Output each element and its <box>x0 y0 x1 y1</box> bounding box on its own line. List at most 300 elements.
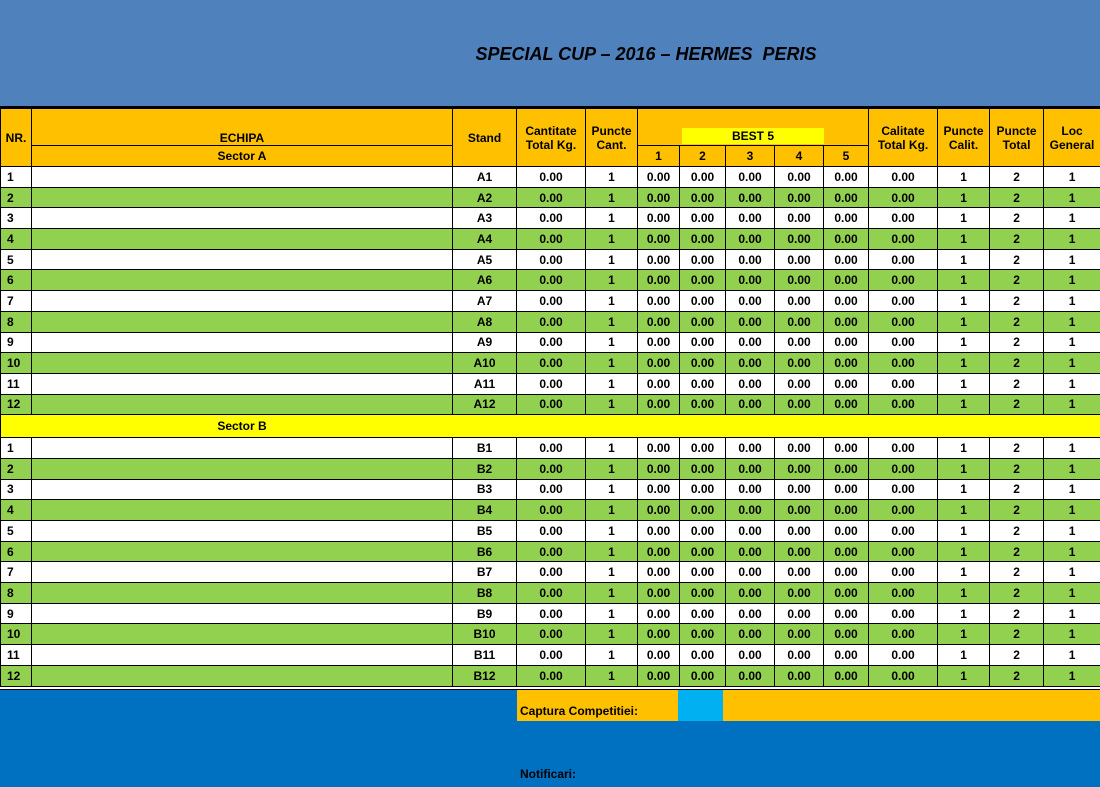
best2-cell: 0.00 <box>680 603 726 624</box>
puncte-calit-cell: 1 <box>938 438 990 459</box>
best2-cell: 0.00 <box>680 500 726 521</box>
best1-cell: 0.00 <box>638 438 680 459</box>
row-nr: 3 <box>1 479 32 500</box>
row-nr: 11 <box>1 645 32 666</box>
best4-cell: 0.00 <box>775 373 824 394</box>
stand-cell: A10 <box>453 353 517 374</box>
best4-cell: 0.00 <box>775 645 824 666</box>
team-name-cell[interactable] <box>32 562 453 583</box>
loc-general-cell: 1 <box>1044 208 1100 229</box>
best4-cell: 0.00 <box>775 311 824 332</box>
puncte-total-cell: 2 <box>990 229 1044 250</box>
col-header-puncte-total <box>990 109 1044 167</box>
best1-cell: 0.00 <box>638 479 680 500</box>
table-row <box>1 353 1100 374</box>
best2-cell: 0.00 <box>680 332 726 353</box>
col-header-puncte-cant <box>586 109 638 167</box>
cantitate-cell: 0.00 <box>517 438 586 459</box>
calitate-cell: 0.00 <box>869 208 938 229</box>
row-nr: 6 <box>1 541 32 562</box>
table-row <box>1 208 1100 229</box>
puncte-cant-cell: 1 <box>586 438 638 459</box>
best4-cell: 0.00 <box>775 458 824 479</box>
best5-cell: 0.00 <box>824 500 869 521</box>
puncte-total-cell: 2 <box>990 500 1044 521</box>
puncte-calit-cell: 1 <box>938 229 990 250</box>
row-nr: 9 <box>1 332 32 353</box>
notificari-area[interactable] <box>517 721 1100 787</box>
cantitate-cell: 0.00 <box>517 562 586 583</box>
best-col-4: 4 <box>775 146 824 167</box>
best4-cell: 0.00 <box>775 624 824 645</box>
col-header-puncte-total-line2: Total <box>1002 137 1031 152</box>
best-col-2: 2 <box>680 146 726 167</box>
best3-cell: 0.00 <box>726 541 775 562</box>
table-row <box>1 500 1100 521</box>
calitate-cell: 0.00 <box>869 562 938 583</box>
footer-panel <box>0 689 1100 787</box>
puncte-total-cell: 2 <box>990 665 1044 686</box>
best1-cell: 0.00 <box>638 624 680 645</box>
puncte-total-cell: 2 <box>990 291 1044 312</box>
calitate-cell: 0.00 <box>869 645 938 666</box>
best3-cell: 0.00 <box>726 583 775 604</box>
best5-cell: 0.00 <box>824 187 869 208</box>
loc-general-cell: 1 <box>1044 645 1100 666</box>
row-nr: 7 <box>1 562 32 583</box>
loc-general-cell: 1 <box>1044 521 1100 542</box>
footer-left-block <box>0 689 517 787</box>
best4-cell: 0.00 <box>775 353 824 374</box>
puncte-total-cell: 2 <box>990 208 1044 229</box>
team-name-cell[interactable] <box>32 291 453 312</box>
best4-cell: 0.00 <box>775 394 824 415</box>
team-name-cell[interactable] <box>32 229 453 250</box>
col-header-echipa: ECHIPA <box>32 109 453 146</box>
puncte-cant-cell: 1 <box>586 187 638 208</box>
calitate-cell: 0.00 <box>869 665 938 686</box>
calitate-cell: 0.00 <box>869 187 938 208</box>
table-row <box>1 603 1100 624</box>
best3-cell: 0.00 <box>726 458 775 479</box>
puncte-cant-cell: 1 <box>586 541 638 562</box>
cantitate-cell: 0.00 <box>517 187 586 208</box>
calitate-cell: 0.00 <box>869 353 938 374</box>
puncte-cant-cell: 1 <box>586 500 638 521</box>
team-name-cell[interactable] <box>32 500 453 521</box>
best4-cell: 0.00 <box>775 187 824 208</box>
col-header-loc-general-line2: General <box>1049 137 1095 152</box>
puncte-calit-cell: 1 <box>938 541 990 562</box>
best1-cell: 0.00 <box>638 332 680 353</box>
best5-cell: 0.00 <box>824 353 869 374</box>
team-name-cell[interactable] <box>32 583 453 604</box>
row-nr: 7 <box>1 291 32 312</box>
puncte-cant-cell: 1 <box>586 521 638 542</box>
best5-cell: 0.00 <box>824 541 869 562</box>
best1-cell: 0.00 <box>638 187 680 208</box>
best2-cell: 0.00 <box>680 665 726 686</box>
best-col-3: 3 <box>726 146 775 167</box>
cantitate-cell: 0.00 <box>517 373 586 394</box>
calitate-cell: 0.00 <box>869 270 938 291</box>
best5-cell: 0.00 <box>824 624 869 645</box>
header-row-1 <box>1 109 1100 146</box>
loc-general-cell: 1 <box>1044 583 1100 604</box>
best2-cell: 0.00 <box>680 394 726 415</box>
best3-cell: 0.00 <box>726 665 775 686</box>
stand-cell: A7 <box>453 291 517 312</box>
puncte-cant-cell: 1 <box>586 603 638 624</box>
stand-cell: B2 <box>453 458 517 479</box>
table-row <box>1 311 1100 332</box>
best1-cell: 0.00 <box>638 645 680 666</box>
row-nr: 11 <box>1 373 32 394</box>
col-header-puncte-calit-line1: Puncte <box>943 123 984 138</box>
row-nr: 10 <box>1 624 32 645</box>
cantitate-cell: 0.00 <box>517 603 586 624</box>
table-row <box>1 249 1100 270</box>
stand-cell: B12 <box>453 665 517 686</box>
row-nr: 3 <box>1 208 32 229</box>
loc-general-cell: 1 <box>1044 167 1100 188</box>
puncte-total-cell: 2 <box>990 332 1044 353</box>
loc-general-cell: 1 <box>1044 270 1100 291</box>
calitate-cell: 0.00 <box>869 167 938 188</box>
cantitate-cell: 0.00 <box>517 624 586 645</box>
best5-cell: 0.00 <box>824 249 869 270</box>
puncte-cant-cell: 1 <box>586 665 638 686</box>
stand-cell: B10 <box>453 624 517 645</box>
best1-cell: 0.00 <box>638 458 680 479</box>
col-header-best5 <box>638 109 869 146</box>
puncte-calit-cell: 1 <box>938 208 990 229</box>
best5-cell: 0.00 <box>824 311 869 332</box>
cantitate-cell: 0.00 <box>517 583 586 604</box>
best2-cell: 0.00 <box>680 270 726 291</box>
row-nr: 4 <box>1 229 32 250</box>
row-nr: 8 <box>1 311 32 332</box>
cantitate-cell: 0.00 <box>517 167 586 188</box>
calitate-cell: 0.00 <box>869 541 938 562</box>
team-name-cell[interactable] <box>32 665 453 686</box>
row-nr: 5 <box>1 521 32 542</box>
best4-cell: 0.00 <box>775 167 824 188</box>
puncte-calit-cell: 1 <box>938 603 990 624</box>
title-banner <box>0 0 1100 108</box>
best1-cell: 0.00 <box>638 665 680 686</box>
best3-cell: 0.00 <box>726 353 775 374</box>
table-row <box>1 394 1100 415</box>
best3-cell: 0.00 <box>726 332 775 353</box>
cantitate-cell: 0.00 <box>517 541 586 562</box>
puncte-total-cell: 2 <box>990 521 1044 542</box>
best5-cell: 0.00 <box>824 458 869 479</box>
team-name-cell[interactable] <box>32 332 453 353</box>
calitate-cell: 0.00 <box>869 521 938 542</box>
best5-cell: 0.00 <box>824 645 869 666</box>
calitate-cell: 0.00 <box>869 291 938 312</box>
team-name-cell[interactable] <box>32 458 453 479</box>
best4-cell: 0.00 <box>775 270 824 291</box>
best3-cell: 0.00 <box>726 624 775 645</box>
calitate-cell: 0.00 <box>869 229 938 250</box>
best3-cell: 0.00 <box>726 229 775 250</box>
best3-cell: 0.00 <box>726 167 775 188</box>
best1-cell: 0.00 <box>638 270 680 291</box>
puncte-cant-cell: 1 <box>586 270 638 291</box>
team-name-cell[interactable] <box>32 521 453 542</box>
best1-cell: 0.00 <box>638 583 680 604</box>
best2-cell: 0.00 <box>680 311 726 332</box>
loc-general-cell: 1 <box>1044 541 1100 562</box>
table-row <box>1 645 1100 666</box>
col-header-cantitate-line2: Total Kg. <box>525 137 577 152</box>
team-name-cell[interactable] <box>32 373 453 394</box>
cantitate-cell: 0.00 <box>517 645 586 666</box>
best2-cell: 0.00 <box>680 583 726 604</box>
best2-cell: 0.00 <box>680 624 726 645</box>
puncte-total-cell: 2 <box>990 311 1044 332</box>
row-nr: 4 <box>1 500 32 521</box>
best4-cell: 0.00 <box>775 583 824 604</box>
best-col-1: 1 <box>638 146 680 167</box>
stand-cell: A8 <box>453 311 517 332</box>
best4-cell: 0.00 <box>775 332 824 353</box>
col-header-loc-general <box>1044 109 1100 167</box>
puncte-calit-cell: 1 <box>938 500 990 521</box>
puncte-total-cell: 2 <box>990 603 1044 624</box>
stand-cell: A1 <box>453 167 517 188</box>
table-row <box>1 187 1100 208</box>
loc-general-cell: 1 <box>1044 373 1100 394</box>
best5-cell: 0.00 <box>824 229 869 250</box>
stand-cell: B3 <box>453 479 517 500</box>
puncte-calit-cell: 1 <box>938 187 990 208</box>
team-name-cell[interactable] <box>32 438 453 459</box>
results-table <box>0 108 1100 687</box>
loc-general-cell: 1 <box>1044 438 1100 459</box>
puncte-cant-cell: 1 <box>586 645 638 666</box>
row-nr: 12 <box>1 394 32 415</box>
table-row <box>1 521 1100 542</box>
puncte-cant-cell: 1 <box>586 373 638 394</box>
puncte-cant-cell: 1 <box>586 291 638 312</box>
calitate-cell: 0.00 <box>869 394 938 415</box>
best3-cell: 0.00 <box>726 438 775 459</box>
stand-cell: A12 <box>453 394 517 415</box>
puncte-cant-cell: 1 <box>586 353 638 374</box>
best3-cell: 0.00 <box>726 270 775 291</box>
team-name-cell[interactable] <box>32 311 453 332</box>
captura-input-cell[interactable] <box>678 690 723 722</box>
team-name-cell[interactable] <box>32 603 453 624</box>
best2-cell: 0.00 <box>680 438 726 459</box>
best-col-5: 5 <box>824 146 869 167</box>
best2-cell: 0.00 <box>680 373 726 394</box>
puncte-cant-cell: 1 <box>586 624 638 645</box>
stand-cell: B8 <box>453 583 517 604</box>
best1-cell: 0.00 <box>638 373 680 394</box>
sector-a-label: Sector A <box>32 146 453 167</box>
puncte-total-cell: 2 <box>990 187 1044 208</box>
row-nr: 10 <box>1 353 32 374</box>
best1-cell: 0.00 <box>638 603 680 624</box>
puncte-calit-cell: 1 <box>938 583 990 604</box>
best3-cell: 0.00 <box>726 562 775 583</box>
best5-cell: 0.00 <box>824 332 869 353</box>
best1-cell: 0.00 <box>638 167 680 188</box>
puncte-calit-cell: 1 <box>938 311 990 332</box>
puncte-total-cell: 2 <box>990 373 1044 394</box>
best2-cell: 0.00 <box>680 167 726 188</box>
table-row <box>1 583 1100 604</box>
row-nr: 2 <box>1 458 32 479</box>
team-name-cell[interactable] <box>32 624 453 645</box>
best2-cell: 0.00 <box>680 229 726 250</box>
table-row <box>1 167 1100 188</box>
best1-cell: 0.00 <box>638 311 680 332</box>
best5-cell: 0.00 <box>824 291 869 312</box>
loc-general-cell: 1 <box>1044 353 1100 374</box>
puncte-cant-cell: 1 <box>586 583 638 604</box>
sector-b-spacer <box>1 415 32 438</box>
table-row <box>1 270 1100 291</box>
cantitate-cell: 0.00 <box>517 500 586 521</box>
cantitate-cell: 0.00 <box>517 353 586 374</box>
stand-cell: A11 <box>453 373 517 394</box>
table-row <box>1 229 1100 250</box>
best2-cell: 0.00 <box>680 521 726 542</box>
best5-cell: 0.00 <box>824 208 869 229</box>
best3-cell: 0.00 <box>726 208 775 229</box>
best5-cell: 0.00 <box>824 394 869 415</box>
puncte-calit-cell: 1 <box>938 373 990 394</box>
puncte-calit-cell: 1 <box>938 249 990 270</box>
team-name-cell[interactable] <box>32 394 453 415</box>
puncte-cant-cell: 1 <box>586 249 638 270</box>
page-title: SPECIAL CUP – 2016 – HERMES PERIS <box>475 44 817 64</box>
best1-cell: 0.00 <box>638 521 680 542</box>
row-nr: 12 <box>1 665 32 686</box>
stand-cell: A2 <box>453 187 517 208</box>
puncte-total-cell: 2 <box>990 270 1044 291</box>
row-nr: 1 <box>1 438 32 459</box>
team-name-cell[interactable] <box>32 479 453 500</box>
cantitate-cell: 0.00 <box>517 394 586 415</box>
best5-cell: 0.00 <box>824 438 869 459</box>
best4-cell: 0.00 <box>775 562 824 583</box>
loc-general-cell: 1 <box>1044 562 1100 583</box>
best5-cell: 0.00 <box>824 562 869 583</box>
stand-cell: B5 <box>453 521 517 542</box>
team-name-cell[interactable] <box>32 167 453 188</box>
team-name-cell[interactable] <box>32 187 453 208</box>
cantitate-cell: 0.00 <box>517 479 586 500</box>
calitate-cell: 0.00 <box>869 311 938 332</box>
best4-cell: 0.00 <box>775 208 824 229</box>
calitate-cell: 0.00 <box>869 583 938 604</box>
best2-cell: 0.00 <box>680 291 726 312</box>
puncte-total-cell: 2 <box>990 645 1044 666</box>
team-name-cell[interactable] <box>32 645 453 666</box>
table-row <box>1 458 1100 479</box>
puncte-calit-cell: 1 <box>938 624 990 645</box>
puncte-total-cell: 2 <box>990 353 1044 374</box>
table-row <box>1 438 1100 459</box>
stand-cell: A4 <box>453 229 517 250</box>
puncte-total-cell: 2 <box>990 541 1044 562</box>
sector-b-fill <box>453 415 1100 438</box>
best1-cell: 0.00 <box>638 229 680 250</box>
team-name-cell[interactable] <box>32 208 453 229</box>
best3-cell: 0.00 <box>726 291 775 312</box>
loc-general-cell: 1 <box>1044 603 1100 624</box>
col-header-cantitate-line1: Cantitate <box>525 123 577 138</box>
puncte-cant-cell: 1 <box>586 167 638 188</box>
row-nr: 6 <box>1 270 32 291</box>
best3-cell: 0.00 <box>726 645 775 666</box>
best3-cell: 0.00 <box>726 603 775 624</box>
stand-cell: A5 <box>453 249 517 270</box>
puncte-total-cell: 2 <box>990 583 1044 604</box>
puncte-calit-cell: 1 <box>938 270 990 291</box>
table-row <box>1 373 1100 394</box>
captura-label: Captura Competitiei: <box>520 704 639 718</box>
best3-cell: 0.00 <box>726 311 775 332</box>
best5-cell: 0.00 <box>824 521 869 542</box>
loc-general-cell: 1 <box>1044 229 1100 250</box>
table-row <box>1 624 1100 645</box>
best3-cell: 0.00 <box>726 521 775 542</box>
col-header-puncte-calit-line2: Calit. <box>948 137 979 152</box>
team-name-cell[interactable] <box>32 249 453 270</box>
puncte-calit-cell: 1 <box>938 394 990 415</box>
calitate-cell: 0.00 <box>869 624 938 645</box>
table-row <box>1 332 1100 353</box>
cantitate-cell: 0.00 <box>517 291 586 312</box>
cantitate-cell: 0.00 <box>517 665 586 686</box>
best3-cell: 0.00 <box>726 479 775 500</box>
table-row <box>1 479 1100 500</box>
loc-general-cell: 1 <box>1044 479 1100 500</box>
table-row <box>1 541 1100 562</box>
best5-cell: 0.00 <box>824 373 869 394</box>
puncte-cant-cell: 1 <box>586 394 638 415</box>
loc-general-cell: 1 <box>1044 458 1100 479</box>
best1-cell: 0.00 <box>638 249 680 270</box>
notificari-label: Notificari: <box>520 767 577 781</box>
best1-cell: 0.00 <box>638 500 680 521</box>
team-name-cell[interactable] <box>32 353 453 374</box>
calitate-cell: 0.00 <box>869 479 938 500</box>
team-name-cell[interactable] <box>32 270 453 291</box>
best4-cell: 0.00 <box>775 521 824 542</box>
calitate-cell: 0.00 <box>869 500 938 521</box>
team-name-cell[interactable] <box>32 541 453 562</box>
col-header-puncte-calit <box>938 109 990 167</box>
cantitate-cell: 0.00 <box>517 311 586 332</box>
puncte-total-cell: 2 <box>990 562 1044 583</box>
loc-general-cell: 1 <box>1044 332 1100 353</box>
stand-cell: B1 <box>453 438 517 459</box>
best3-cell: 0.00 <box>726 394 775 415</box>
best1-cell: 0.00 <box>638 562 680 583</box>
calitate-cell: 0.00 <box>869 249 938 270</box>
captura-row <box>517 689 1100 721</box>
cantitate-cell: 0.00 <box>517 229 586 250</box>
table-row <box>1 562 1100 583</box>
